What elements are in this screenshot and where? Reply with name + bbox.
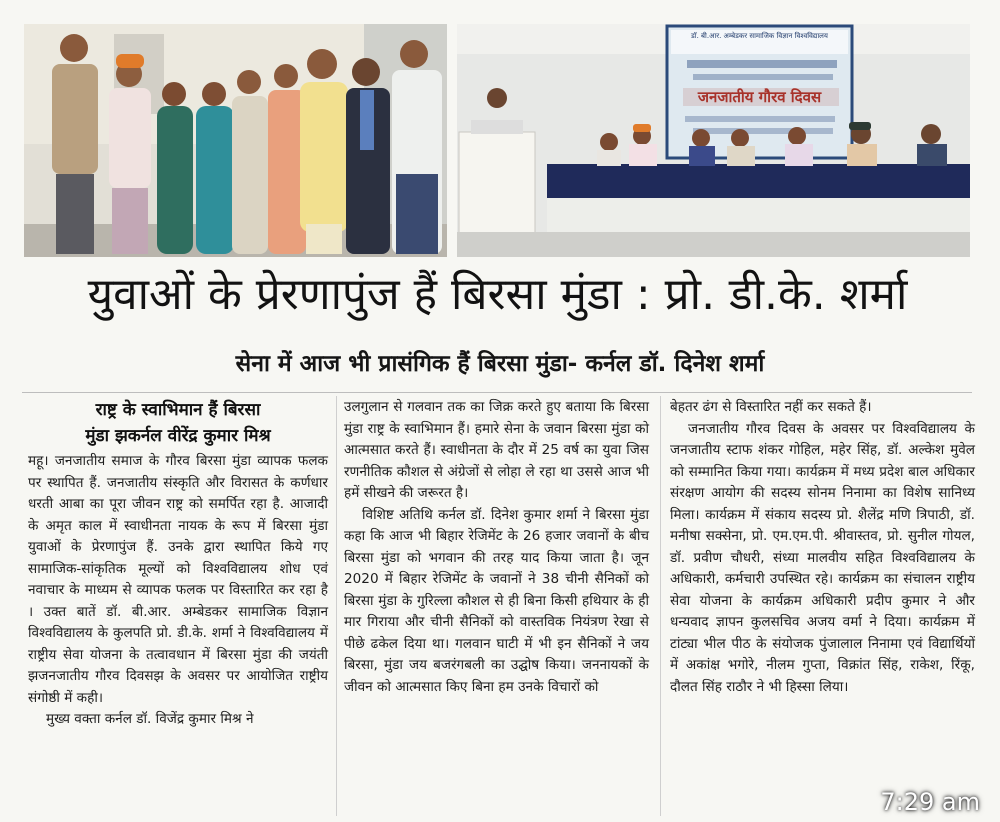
- group-photo: [24, 24, 447, 257]
- paragraph: मुख्य वक्ता कर्नल डॉ. विजेंद्र कुमार मिश्र ने: [46, 711, 254, 727]
- banner-title: जनजातीय गौरव दिवस: [697, 88, 822, 106]
- article-column-3: [670, 397, 975, 698]
- article-column-1: [28, 397, 328, 731]
- headline: युवाओं के प्रेरणापुंज हैं बिरसा मुंडा : प्रो. डी.के. शर्मा: [87, 269, 908, 320]
- stage-photo: [457, 24, 970, 257]
- column-subhead: [28, 397, 328, 449]
- banner-university-line: डॉ. बी.आर. अम्बेडकर सामाजिक विज्ञान विश्वविद्यालय: [691, 32, 828, 40]
- paragraph: जनजातीय गौरव दिवस के अवसर पर विश्वविद्यालय के जनजातीय स्टाफ शंकर गोहिल, महेर सिंह, डॉ. अल्केश मुवेल को सम्मानित किया गया। कार्यक्रम में मध्य प्रदेश बाल अधिकार संरक्षण आयोग की सदस्य सोनम निनामा का विशेष सानिध्य मिला। कार्यक्रम में संकाय सदस्य प्रो. शैलेंद्र मणि त्रिपाठी, डॉ. मनीषा सक्सेना, प्रो. एम.एम.पी. श्रीवास्तव, प्रो. सुनील गोयल, डॉ. प्रवीण चौधरी, संध्या मालवीय सहित विश्वविद्यालय के अधिकारी, कर्मचारी उपस्थित रहे। कार्यक्रम का संचालन राष्ट्रीय सेवा योजना के कार्यक्रम अधिकारी प्रदीप कुमार ने और धन्यवाद ज्ञापन कुलसचिव अजय वर्मा ने दिया। कार्यक्रम में टांट्या भील पीठ के संयोजक पुंजालाल निनामा एवं विद्यार्थियों में अकांक्ष भगोरे, नीलम गुप्ता, विक्रांत सिंह, राकेश, रिंकू, दौलत सिंह राठौर ने भी हिस्सा लिया।: [670, 420, 975, 695]
- column-divider: [660, 396, 661, 816]
- article-column-2: [344, 397, 649, 698]
- column-divider: [336, 396, 337, 816]
- stage-photo-illustration: [457, 24, 970, 257]
- paragraph: उलगुलान से गलवान तक का जिक्र करते हुए बताया कि बिरसा मुंडा राष्ट्र के स्वाभिमान हैं। हमारे सेना के जवान बिरसा मुंडा को आत्मसात करते हैं। स्वाधीनता के दौर में 25 वर्ष का युवा जिस रणनीतिक कौशल से अंग्रेजों से लोहा ले रहा था उससे आज भी हमें सीखने की जरूरत है।: [344, 399, 649, 501]
- timestamp-overlay: 7:29 am: [880, 788, 980, 816]
- paragraph: महू। जनजातीय समाज के गौरव बिरसा मुंडा व्यापक फलक पर स्थापित हैं. जनजातीय संस्कृति और विरासत के कर्णधार धरती आबा का पूरा जीवन राष्ट्र को समर्पित रहा है. आजादी के अमृत काल में स्वाधीनता नायक के रूप में बिरसा मुंडा युवाओं के प्रेरणापुंज हैं. उनके द्वारा स्थापित किये गए सामाजिक-सांकृतिक मूल्यों को विश्वविद्यालय शोध एवं नवाचार के माध्यम से व्यापक फलक पर विस्तारित कर रहा है । उक्त बातें डॉ. बी.आर. अम्बेडकर सामाजिक विज्ञान विश्वविद्यालय के कुलपति प्रो. डी.के. शर्मा ने विश्वविद्यालय में राष्ट्रीय सेवा योजना के तत्वावधान में बिरसा मुंडा की जयंती झजनजातीय गौरव दिवसझ के अवसर पर आयोजित राष्ट्रीय संगोष्ठी में कही।: [28, 453, 328, 706]
- column-subhead-line-2: मुंडा झकर्नल वीरेंद्र कुमार मिश्र: [85, 426, 271, 446]
- paragraph: बेहतर ढंग से विस्तारित नहीं कर सकते हैं।: [670, 399, 872, 415]
- group-photo-illustration: [24, 24, 447, 257]
- subheadline: सेना में आज भी प्रासंगिक हैं बिरसा मुंडा- कर्नल डॉ. दिनेश शर्मा: [235, 351, 765, 377]
- paragraph: विशिष्ट अतिथि कर्नल डॉ. दिनेश कुमार शर्मा ने बिरसा मुंडा कहा कि आज भी बिहार रेजिमेंट के 26 हजार जवानों के बीच बिरसा मुंडा को भगवान की तरह याद किया जाता है। जून 2020 में बिहार रेजिमेंट के जवानों ने 38 चीनी सैनिकों को बिरसा मुंडा के गुरिल्ला कौशल से ही बिना किसी हथियार के ही मार गिराया और चीनी सैनिकों को वास्तविक नियंत्रण रेखा से पीछे ढकेल दिया था। गलवान घाटी में भी इन सैनिकों ने जय बिरसा, मुंडा जय बजरंगबली का उद्घोष किया। जननायकों के जीवन को आत्मसात किए बिना हम उनके विचारों को: [344, 506, 649, 695]
- divider: [22, 392, 972, 393]
- column-subhead-line-1: राष्ट्र के स्वाभिमान हैं बिरसा: [95, 400, 261, 420]
